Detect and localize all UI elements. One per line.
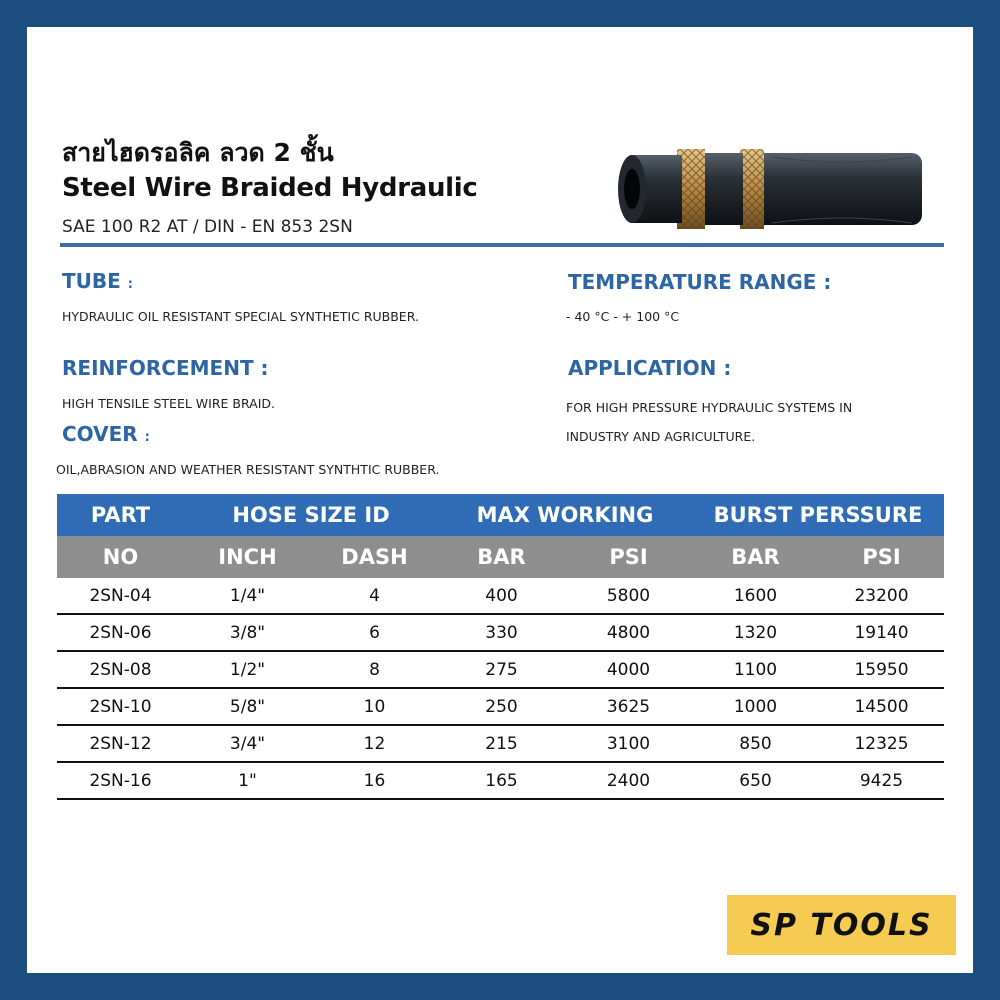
application-heading: APPLICATION : [568,356,732,380]
table-cell: 9425 [819,762,944,799]
table-row [57,614,944,651]
table-row [57,651,944,688]
table-cell: 250 [438,688,565,725]
table-cell: 6 [311,614,438,651]
tube-heading: TUBE : [62,269,133,293]
subheader-dash: DASH [311,536,438,578]
table-cell: 19140 [819,614,944,651]
specification-table [57,494,944,800]
cover-heading: COVER : [62,422,150,446]
header-burst-pressure: BURST PERSSURE [692,494,944,536]
table-cell: 4 [311,578,438,614]
temperature-text: - 40 °C - + 100 °C [566,309,680,324]
cover-text: OIL,ABRASION AND WEATHER RESISTANT SYNTHTIC RUBBER. [56,462,440,477]
table-cell: 23200 [819,578,944,614]
title-english: Steel Wire Braided Hydraulic [62,173,478,203]
table-cell: 16 [311,762,438,799]
subheader-inch: INCH [184,536,311,578]
table-cell: 3/4" [184,725,311,762]
subheader-working-psi: PSI [565,536,692,578]
table-cell: 1600 [692,578,819,614]
table-cell: 3100 [565,725,692,762]
table-cell: 165 [438,762,565,799]
table-cell: 3/8" [184,614,311,651]
table-cell: 2SN-12 [57,725,184,762]
table-cell: 2400 [565,762,692,799]
subheader-burst-psi: PSI [819,536,944,578]
table-cell: 2SN-10 [57,688,184,725]
header-divider [60,243,944,247]
header-part: PART [57,494,184,536]
header-hose-size: HOSE SIZE ID [184,494,438,536]
table-row [57,725,944,762]
spec-sheet [27,27,973,973]
header-max-working: MAX WORKING [438,494,692,536]
table-cell: 10 [311,688,438,725]
table-cell: 4000 [565,651,692,688]
subheader-burst-bar: BAR [692,536,819,578]
tube-text: HYDRAULIC OIL RESISTANT SPECIAL SYNTHETIC RUBBER. [62,309,419,324]
table-cell: 2SN-06 [57,614,184,651]
table-cell: 2SN-16 [57,762,184,799]
subheader-working-bar: BAR [438,536,565,578]
table-cell: 215 [438,725,565,762]
table-cell: 14500 [819,688,944,725]
table-cell: 12325 [819,725,944,762]
table-cell: 2SN-04 [57,578,184,614]
sp-tools-logo: SP TOOLS [727,895,956,955]
sub-header-row [57,536,944,578]
table-cell: 5/8" [184,688,311,725]
table-cell: 3625 [565,688,692,725]
standard-subtitle: SAE 100 R2 AT / DIN - EN 853 2SN [62,217,353,237]
table-cell: 1100 [692,651,819,688]
table-cell: 400 [438,578,565,614]
title-thai: สายไฮดรอลิค ลวด 2 ชั้น [62,138,334,167]
table-cell: 12 [311,725,438,762]
table-cell: 850 [692,725,819,762]
table-body [57,578,944,799]
table-cell: 650 [692,762,819,799]
table-row [57,762,944,799]
hydraulic-hose-image [612,137,932,237]
table-cell: 275 [438,651,565,688]
table-cell: 4800 [565,614,692,651]
reinforcement-heading: REINFORCEMENT : [62,356,269,380]
application-text: FOR HIGH PRESSURE HYDRAULIC SYSTEMS IN INDUSTRY AND AGRICULTURE. [566,400,853,444]
table-row [57,578,944,614]
table-cell: 15950 [819,651,944,688]
group-header-row [57,494,944,536]
table-cell: 5800 [565,578,692,614]
subheader-no: NO [57,536,184,578]
table-cell: 1" [184,762,311,799]
temperature-heading: TEMPERATURE RANGE : [568,270,832,294]
table-cell: 1320 [692,614,819,651]
reinforcement-text: HIGH TENSILE STEEL WIRE BRAID. [62,396,275,411]
table-row [57,688,944,725]
table-cell: 1/4" [184,578,311,614]
table-cell: 2SN-08 [57,651,184,688]
table-cell: 330 [438,614,565,651]
table-cell: 1/2" [184,651,311,688]
table-cell: 8 [311,651,438,688]
table-cell: 1000 [692,688,819,725]
